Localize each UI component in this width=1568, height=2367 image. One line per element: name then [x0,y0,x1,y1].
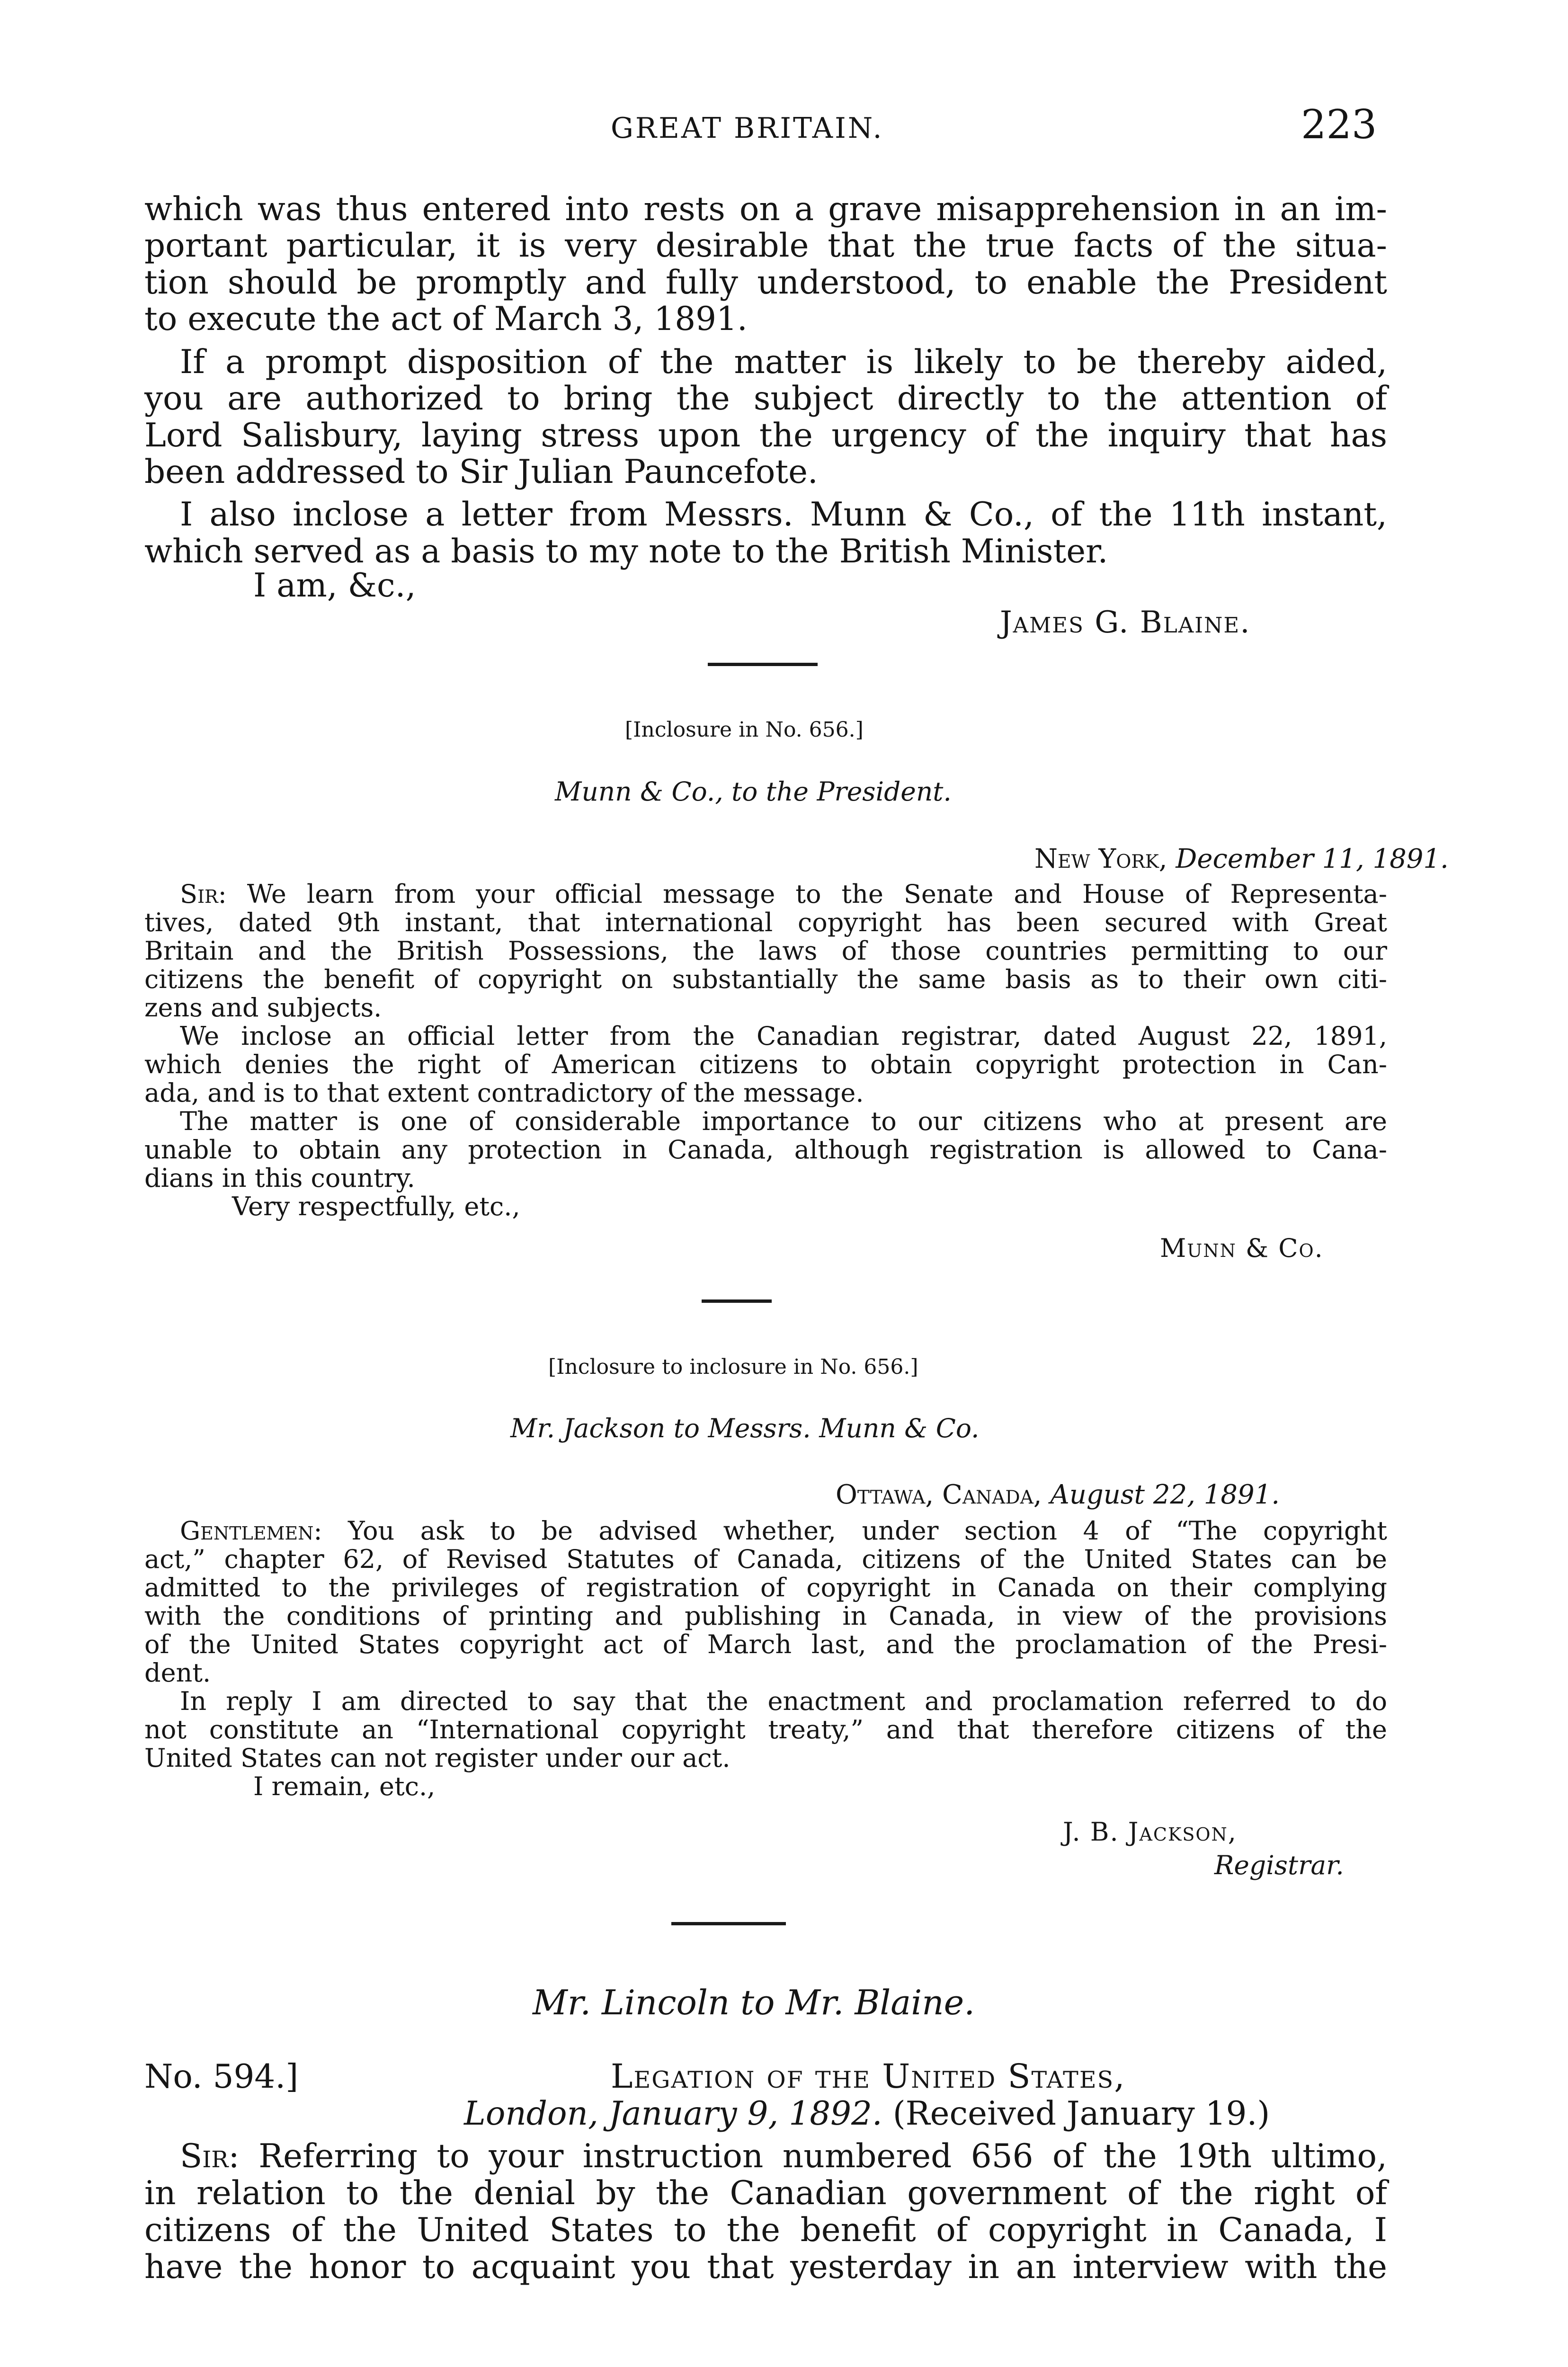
blaine-line-1: which was thus entered into rests on a grave misapprehension in an im- [144,190,1387,228]
lincoln-received: (Received January 19.) [892,2095,1270,2133]
inclosure1-signature: Munn & Co. [1160,1233,1324,1263]
inclosure1-p3-line-2: unable to obtain any protection in Canada, although registration is allowed to Cana- [144,1135,1387,1165]
blaine-closing: I am, &c., [253,567,416,605]
inclosure2-p1-line-4: of the United States copyright act of March last, and the proclamation of the Presi- [144,1629,1387,1659]
inclosure2-p1-first [180,1517,1387,1544]
lincoln-line-1 [180,2139,1387,2174]
blaine-p2-line-2: you are authorized to bring the subject directly to the attention of [144,380,1387,418]
blaine-signature: James G. Blaine. [1000,605,1251,640]
lincoln-legation: Legation of the United States, [611,2057,1126,2096]
inclosure2-date: August 22, 1891. [1050,1479,1280,1510]
lincoln-number: No. 594.] [144,2058,299,2096]
blaine-line-4: to execute the act of March 3, 1891. [144,300,748,338]
inclosure1-p2-line-3: ada, and is to that extent contradictory of the message. [144,1078,864,1108]
blaine-p2-line-4: been addressed to Sir Julian Pauncefote. [144,453,818,491]
inclosure1-p1-line-4: zens and subjects. [144,993,382,1023]
inclosure2-p2-line-2: not constitute an “International copyright treaty,” and that therefore citizens of the [144,1715,1387,1744]
inclosure1-closing: Very respectfully, etc., [232,1192,520,1221]
inclosure1-p1-line-3: citizens the benefit of copyright on substantially the same basis as to their own citi- [144,964,1387,994]
inclosure1-p3-line-1: The matter is one of considerable importance to our citizens who at present are [180,1106,1387,1136]
inclosure1-p1-first [180,881,1387,908]
inclosure2-heading: Mr. Jackson to Messrs. Munn & Co. [510,1413,980,1443]
inclosure2-closing: I remain, etc., [253,1771,436,1801]
lincoln-dateline [464,2096,1270,2131]
inclosure1-place: New York, [1034,844,1167,874]
inclosure1-salutation: Sir: [180,879,227,909]
inclosure1-p2-line-2: which denies the right of American citizens to obtain copyright protection in Can- [144,1050,1387,1079]
inclosure2-p2-line-3: United States can not register under our act. [144,1743,731,1773]
inclosure1-p1-first-text: We learn from your official message to the Senate and House of Representa- [247,879,1387,909]
lincoln-place-date: London, January 9, 1892. [464,2095,882,2133]
running-header-title: GREAT BRITAIN. [611,112,884,145]
inclosure2-p1-line-2: admitted to the privileges of registration of copyright in Canada on their complying [144,1573,1387,1602]
blaine-line-2: portant particular, it is very desirable that the true facts of the situa- [144,227,1387,265]
inclosure1-p3-line-3: dians in this country. [144,1163,415,1193]
inclosure2-p2-line-1: In reply I am directed to say that the enactment and proclamation referred to do [180,1686,1387,1716]
blaine-p2-line-3: Lord Salisbury, laying stress upon the urgency of the inquiry that has [144,417,1387,454]
section-rule-2 [702,1299,772,1303]
section-rule-3 [671,1922,786,1925]
lincoln-line-3: citizens of the United States to the benefit of copyright in Canada, I [144,2211,1387,2249]
inclosure2-salutation: Gentlemen: [180,1516,322,1546]
lincoln-line-4: have the honor to acquaint you that yesterday in an interview with the [144,2248,1387,2286]
inclosure1-dateline [1034,844,1449,874]
inclosure1-date: December 11, 1891. [1176,844,1449,874]
blaine-p2-line-1: If a prompt disposition of the matter is likely to be thereby aided, [180,343,1387,381]
inclosure2-signature-title: Registrar. [1214,1850,1344,1880]
inclosure1-p2-line-1: We inclose an official letter from the Canadian registrar, dated August 22, 1891, [180,1021,1387,1051]
blaine-line-3: tion should be promptly and fully understood, to enable the President [144,264,1387,302]
inclosure2-p1-first-text: You ask to be advised whether, under section 4 of “The copyright [348,1516,1387,1546]
inclosure1-p1-line-1: tives, dated 9th instant, that international copyright has been secured with Great [144,908,1387,937]
inclosure2-place: Ottawa, Canada, [836,1479,1042,1510]
lincoln-first-text: Referring to your instruction numbered 656 of the 19th ultimo, [258,2137,1387,2175]
inclosure1-label: [Inclosure in No. 656.] [625,718,864,742]
lincoln-salutation: Sir: [180,2137,240,2175]
inclosure1-heading: Munn & Co., to the President. [555,776,952,807]
inclosure2-p1-line-3: with the conditions of printing and publishing in Canada, in view of the provisions [144,1601,1387,1631]
lincoln-heading: Mr. Lincoln to Mr. Blaine. [533,1983,975,2022]
inclosure2-dateline [836,1479,1280,1510]
inclosure2-p1-line-1: act,” chapter 62, of Revised Statutes of Canada, citizens of the United States can be [144,1544,1387,1574]
inclosure2-label: [Inclosure to inclosure in No. 656.] [548,1355,918,1379]
inclosure2-signature: J. B. Jackson, [1063,1817,1237,1847]
inclosure2-p1-line-5: dent. [144,1658,211,1688]
lincoln-line-2: in relation to the denial by the Canadian government of the right of [144,2174,1387,2212]
blaine-p3-line-2: which served as a basis to my note to the British Minister. [144,533,1108,570]
inclosure1-p1-line-2: Britain and the British Possessions, the laws of those countries permitting to our [144,936,1387,966]
section-rule-1 [708,663,818,666]
blaine-p3-line-1: I also inclose a letter from Messrs. Munn & Co., of the 11th instant, [180,496,1387,534]
page-number: 223 [1301,101,1377,148]
